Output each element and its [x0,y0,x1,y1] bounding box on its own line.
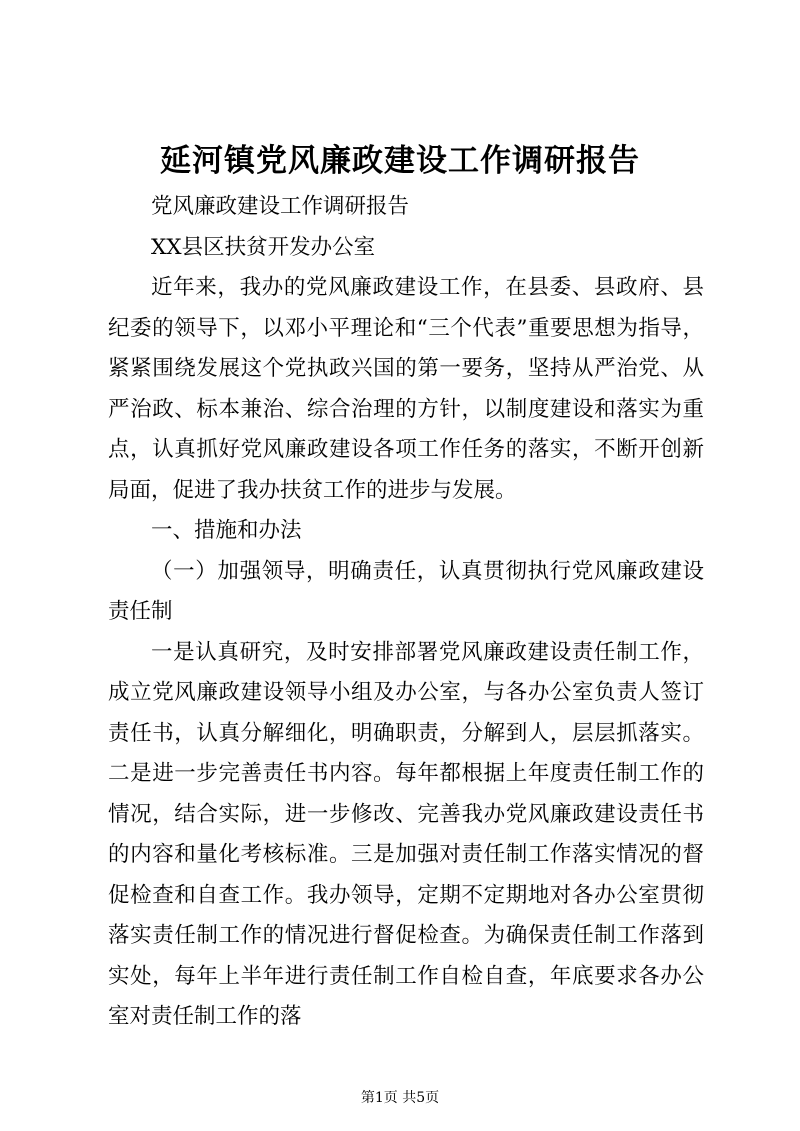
subtitle-paragraph: 党风廉政建设工作调研报告 [151,194,410,219]
section-heading: 一、措施和办法 [151,518,302,543]
subsection-heading: （一）加强领导，明确责任，认真贯彻执行党风廉政建设责任制 [108,558,704,624]
body-paragraph: 一是认真研究，及时安排部署党风廉政建设责任制工作，成立党风廉政建设领导小组及办公室，与各办公室负责人签订责任书，认真分解细化，明确职责，分解到人，层层抓落实。二是进一步完善责任书内容。每年都根据上年度责任制工作的情况，结合实际，进一步修改、完善我办党风廉政建设责任书的内容和量化考核标准。三是加强对责任制工作落实情况的督促检查和自查工作。我办领导，定期不定期地对各办公室贯彻落实责任制工作的情况进行督促检查。为确保责任制工作落到实处，每年上半年进行责任制工作自检自查，年底要求各办公室对责任制工作的落 [108,639,704,1029]
page-number-footer: 第1页 共5页 [360,1090,440,1106]
document-body [108,187,704,1038]
intro-paragraph: 近年来，我办的党风廉政建设工作，在县委、县政府、县纪委的领导下，以邓小平理论和“三个代表”重要思想为指导，紧紧围绕发展这个党执政兴国的第一要务，坚持从严治党、从严治政、标本兼治、综合治理的方针，以制度建设和落实为重点，认真抓好党风廉政建设各项工作任务的落实，不断开创新局面，促进了我办扶贫工作的进步与发展。 [108,275,704,503]
office-paragraph: XX县区扶贫开发办公室 [151,234,376,260]
document-title: 延河镇党风廉政建设工作调研报告 [160,143,640,179]
